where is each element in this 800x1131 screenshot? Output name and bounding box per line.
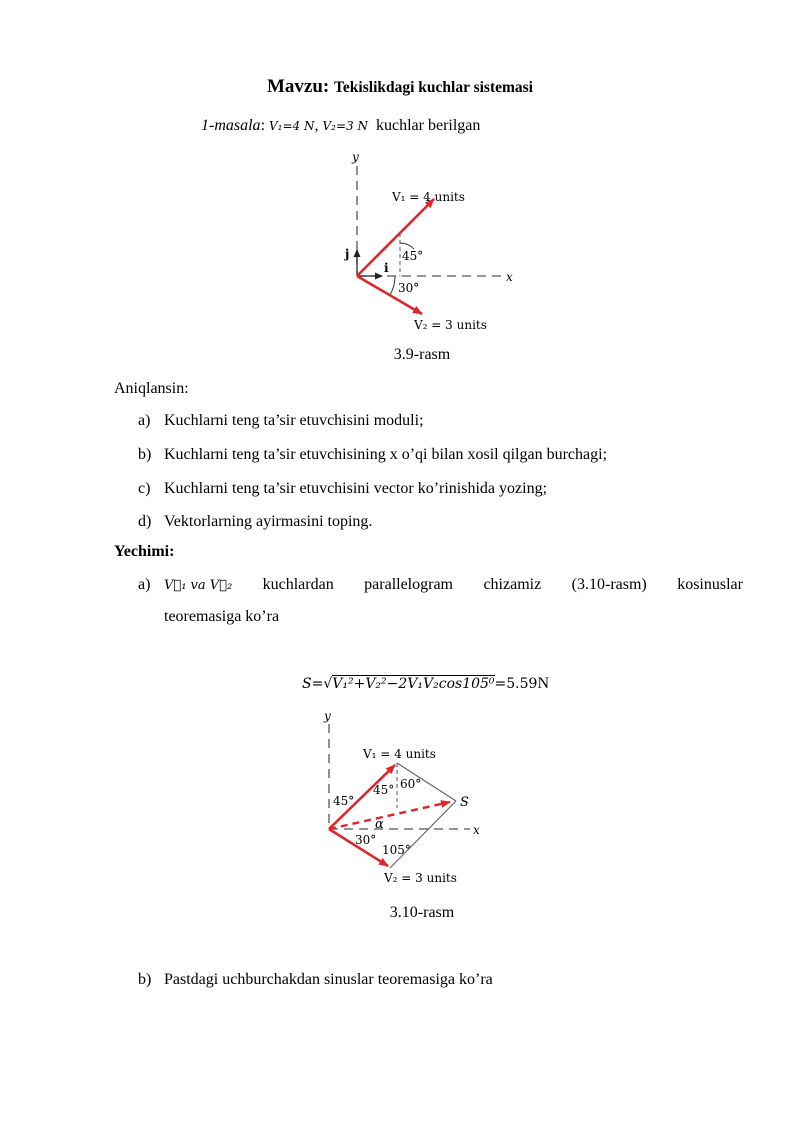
- y-axis-label: y: [352, 150, 359, 164]
- question-d: [138, 513, 372, 531]
- solution-a-line2: teoremasiga ko’ra: [164, 608, 280, 625]
- question-marker: d): [138, 513, 152, 530]
- solution-b: [138, 971, 493, 989]
- parallelogram-right: [390, 801, 456, 868]
- v2-label: V₂ = 3 units: [414, 318, 487, 332]
- question-marker: c): [138, 480, 151, 497]
- solution-a-word: kosinuslar: [677, 576, 743, 593]
- solution-a-word: (3.10-rasm): [571, 576, 647, 593]
- question-b: [138, 446, 607, 464]
- question-marker: b): [138, 446, 152, 463]
- angle-45-left: 45°: [333, 794, 355, 808]
- v2-equation: V₂=3 N: [322, 119, 368, 133]
- figure-3-9-caption: 3.9-rasm: [393, 346, 451, 363]
- resultant-formula: S=√V₁²+V₂²−2V₁V₂cos105⁰=5.59N: [302, 675, 549, 692]
- figure-3-10: [310, 708, 520, 890]
- v2-label: V₂ = 3 units: [384, 871, 457, 885]
- angle-45-label: 45°: [402, 249, 424, 263]
- formula-rhs: =5.59: [494, 676, 538, 692]
- solution-a-word: kuchlardan: [262, 576, 334, 593]
- angle-30: 30°: [355, 833, 377, 847]
- page-title: [0, 76, 800, 98]
- angle-45-inner: 45°: [373, 783, 395, 797]
- solution-b-marker: b): [138, 971, 152, 988]
- y-axis-label: y: [324, 709, 331, 723]
- angle-60: 60°: [400, 777, 422, 791]
- figure-3-10-caption: 3.10-rasm: [389, 904, 455, 921]
- formula-radicand: V₁²+V₂²−2V₁V₂cos105⁰: [332, 676, 495, 692]
- figure-3-9: [330, 148, 520, 336]
- question-text: Vektorlarning ayirmasini toping.: [164, 513, 373, 530]
- title-prefix: Mavzu:: [267, 76, 330, 97]
- angle-105: 105°: [382, 843, 411, 857]
- unit-i-label: i: [384, 261, 389, 275]
- x-axis-label: x: [506, 270, 513, 284]
- title-topic: Tekislikdagi kuchlar sistemasi: [334, 79, 533, 96]
- arc-30: [390, 276, 395, 295]
- vector-v1: [357, 199, 434, 276]
- solution-a-word: parallelogram: [364, 576, 453, 593]
- unit-j-label: j: [345, 247, 350, 261]
- solution-a-vectors: V⃗₁ va V⃗₂: [164, 578, 233, 593]
- problem-text: kuchlar berilgan: [375, 117, 481, 134]
- formula-unit: N: [537, 675, 549, 692]
- question-text: Kuchlarni teng ta’sir etuvchisini vector ko’rinishida yozing;: [164, 480, 548, 497]
- solution-a: [138, 576, 743, 626]
- question-text: Kuchlarni teng ta’sir etuvchisini moduli;: [164, 412, 424, 429]
- solution-a-marker: a): [138, 576, 151, 593]
- s-label: S: [460, 795, 469, 810]
- formula-lhs: S=: [302, 676, 324, 692]
- v1-label: V₁ = 4 units: [392, 190, 465, 204]
- question-c: [138, 480, 547, 498]
- solution-heading: Yechimi:: [114, 543, 175, 560]
- angle-alpha: α: [375, 817, 384, 832]
- v1-equation: V₁=4 N: [269, 119, 315, 133]
- v1-label: V₁ = 4 units: [363, 747, 436, 761]
- question-heading: Aniqlansin:: [114, 380, 189, 397]
- question-a: [138, 412, 424, 430]
- question-marker: a): [138, 412, 151, 429]
- solution-b-text: Pastdagi uchburchakdan sinuslar teoremasiga ko’ra: [164, 971, 493, 988]
- angle-30-label: 30°: [398, 281, 420, 295]
- problem-label: 1-masala: [201, 117, 261, 134]
- question-text: Kuchlarni teng ta’sir etuvchisining x o’qi bilan xosil qilgan burchagi;: [164, 446, 608, 463]
- x-axis-label: x: [473, 823, 480, 837]
- problem-statement: 1-masala: V₁=4 N, V₂=3 N kuchlar berilgan: [201, 117, 481, 134]
- solution-a-word: chizamiz: [483, 576, 542, 593]
